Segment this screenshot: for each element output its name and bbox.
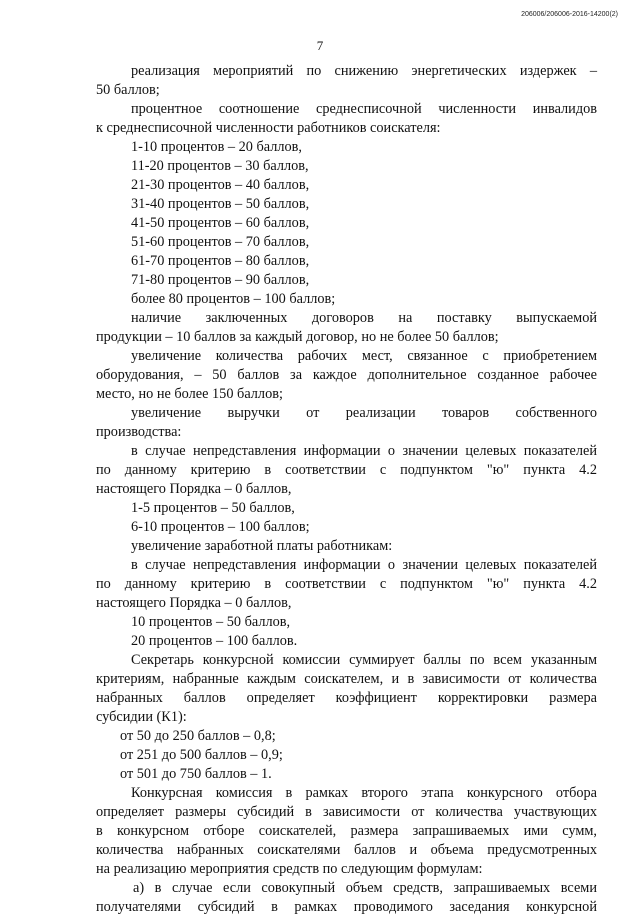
text-line: а) в случае если совокупный объем средств, запрашиваемых всеми — [133, 880, 597, 896]
list-item: от 50 до 250 баллов – 0,8; — [120, 728, 276, 744]
list-item: 61-70 процентов – 80 баллов, — [131, 253, 310, 269]
list-item: 41-50 процентов – 60 баллов, — [131, 215, 310, 231]
text-line: в случае непредставления информации о значении целевых показателей — [131, 557, 597, 573]
list-item: 51-60 процентов – 70 баллов, — [131, 234, 310, 250]
list-item: 10 процентов – 50 баллов, — [131, 614, 291, 630]
list-item: 6-10 процентов – 100 баллов; — [131, 519, 310, 535]
text-line: по данному критерию в соответствии с подпунктом "ю" пункта 4.2 — [96, 576, 597, 592]
list-item: 11-20 процентов – 30 баллов, — [131, 158, 309, 174]
text-line: оборудования, – 50 баллов за каждое дополнительное созданное рабочее — [96, 367, 597, 383]
text-line: реализация мероприятий по снижению энергетических издержек – — [131, 63, 597, 79]
text-line: по данному критерию в соответствии с подпунктом "ю" пункта 4.2 — [96, 462, 597, 478]
text-line: процентное соотношение среднесписочной численности инвалидов — [131, 101, 597, 117]
text-line: на реализацию мероприятия средств по следующим формулам: — [96, 861, 483, 877]
text-line: настоящего Порядка – 0 баллов, — [96, 595, 292, 611]
list-item: от 501 до 750 баллов – 1. — [120, 766, 272, 782]
text-line: место, но не более 150 баллов; — [96, 386, 283, 402]
text-line: критериям, набранные каждым соискателем, и в зависимости от количества — [96, 671, 597, 687]
text-line: 50 баллов; — [96, 82, 160, 98]
text-line: получателями субсидий в рамках проводимого заседания конкурсной — [96, 899, 597, 915]
list-item: 20 процентов – 100 баллов. — [131, 633, 298, 649]
list-item: 1-5 процентов – 50 баллов, — [131, 500, 295, 516]
text-line: увеличение выручки от реализации товаров собственного — [131, 405, 597, 421]
page-number: 7 — [316, 38, 324, 53]
list-item: от 251 до 500 баллов – 0,9; — [120, 747, 283, 763]
text-line: субсидии (К1): — [96, 709, 187, 725]
list-item: 31-40 процентов – 50 баллов, — [131, 196, 310, 212]
list-item: 71-80 процентов – 90 баллов, — [131, 272, 310, 288]
text-line: продукции – 10 баллов за каждый договор, но не более 50 баллов; — [96, 329, 499, 345]
text-line: в случае непредставления информации о значении целевых показателей — [131, 443, 597, 459]
document-id: 206006/206006-2016-14200(2) — [521, 11, 618, 18]
text-line: настоящего Порядка – 0 баллов, — [96, 481, 292, 497]
text-line: увеличение заработной платы работникам: — [131, 538, 393, 554]
list-item: 1-10 процентов – 20 баллов, — [131, 139, 302, 155]
text-line: определяет размеры субсидий в зависимости от количества участвующих — [96, 804, 597, 820]
text-line: в конкурсном отборе соискателей, размера запрашиваемых ими сумм, — [96, 823, 597, 839]
text-line: производства: — [96, 424, 182, 440]
text-line: набранных баллов определяет коэффициент корректировки размера — [96, 690, 597, 706]
list-item: 21-30 процентов – 40 баллов, — [131, 177, 310, 193]
text-line: Секретарь конкурсной комиссии суммирует баллы по всем указанным — [131, 652, 597, 668]
text-line: увеличение количества рабочих мест, связанное с приобретением — [131, 348, 597, 364]
text-line: количества набранных соискателями баллов и объема предусмотренных — [96, 842, 597, 858]
text-line: наличие заключенных договоров на поставку выпускаемой — [131, 310, 597, 326]
list-item: более 80 процентов – 100 баллов; — [131, 291, 336, 307]
text-line: Конкурсная комиссия в рамках второго этапа конкурсного отбора — [131, 785, 597, 801]
text-line: к среднесписочной численности работников соискателя: — [96, 120, 441, 136]
